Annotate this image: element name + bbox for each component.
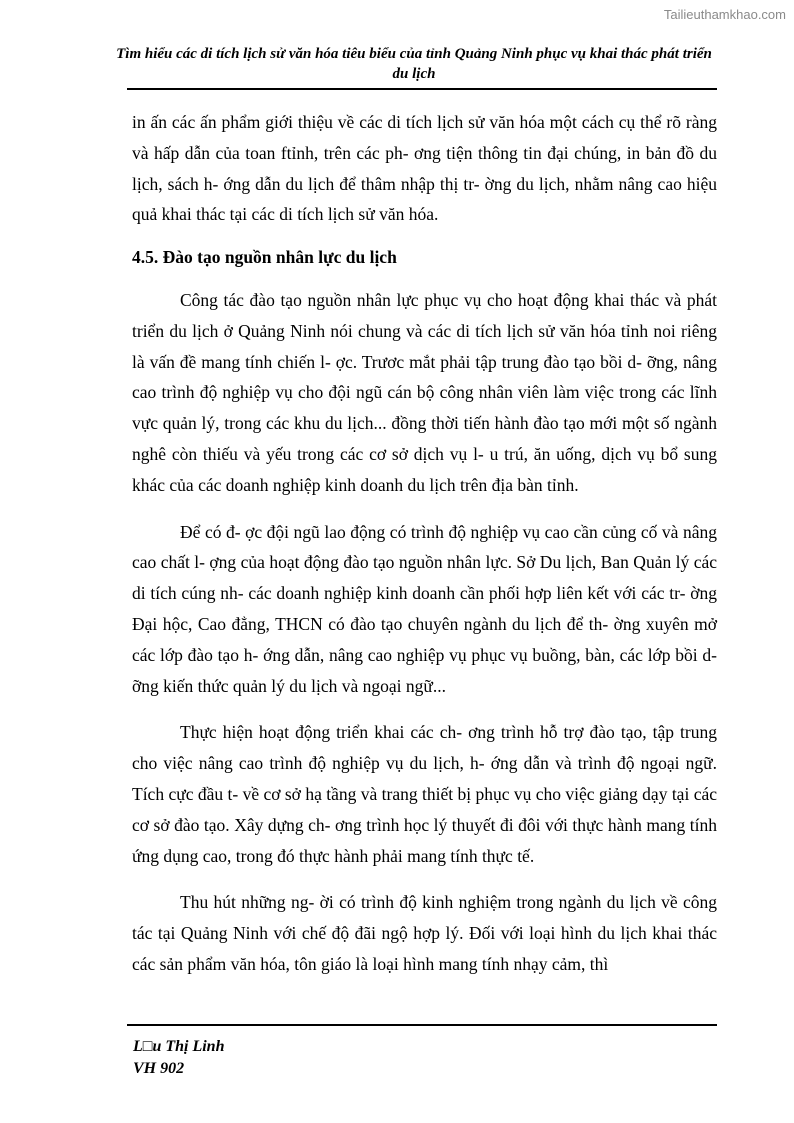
watermark-text: Tailieuthamkhao.com bbox=[663, 7, 786, 22]
footer bbox=[133, 1036, 224, 1080]
footer-divider bbox=[127, 1024, 717, 1026]
paragraph-4: Thu hút những ng- ời có trình độ kinh nghiệm trong ngành du lịch về công tác tại Quảng Ninh với chế độ đãi ngộ hợp lý. Đối với loại hình du lịch khai thác các sản phẩm văn hóa, tôn giáo là loại hình mang tính nhạy cảm, thì bbox=[132, 892, 717, 974]
running-header: Tìm hiểu các di tích lịch sử văn hóa tiêu biểu của tỉnh Quảng Ninh phục vụ khai thác phát triển du lịch bbox=[116, 46, 712, 82]
intro-paragraph: in ấn các ấn phẩm giới thiệu về các di tích lịch sử văn hóa một cách cụ thể rõ ràng và hấp dẫn của toan ftỉnh, trên các ph- ơng tiện thông tin đại chúng, in bản đồ du lịch, sách h- ớng dẫn du lịch để thâm nhập thị tr- ờng du lịch, nhằm nâng cao hiệu quả khai thác tại các di tích lịch sử văn hóa. bbox=[132, 112, 717, 225]
paragraph-1: Công tác đào tạo nguồn nhân lực phục vụ cho hoạt động khai thác và phát triển du lịch ở Quảng Ninh nói chung và các di tích lịch sử văn hóa tỉnh noi riêng là vấn đề mang tính chiến l- ợc. Trươc mắt phải tập trung đào tạo bồi d- ỡng, nâng cao trình độ nghiệp vụ cho đội ngũ cán bộ công nhân viên làm việc trong các lĩnh vực quản lý, trong các khu du lịch... đồng thời tiến hành đào tạo mới một số ngành nghê còn thiếu và yếu trong các cơ sở dịch vụ l- u trú, ăn uống, dịch vụ bổ sung khác của các doanh nghiệp kinh doanh du lịch trên địa bàn tỉnh. bbox=[132, 289, 717, 495]
footer-author: L□u Thị Linh bbox=[133, 1038, 225, 1055]
section-heading: 4.5. Đào tạo nguồn nhân lực du lịch bbox=[132, 247, 397, 268]
page-body bbox=[132, 107, 717, 996]
header-divider bbox=[127, 88, 717, 90]
paragraph-3: Thực hiện hoạt động triển khai các ch- ơng trình hỗ trợ đào tạo, tập trung cho việc nâng cao trình độ nghiệp vụ du lịch, h- ớng dẫn và trình độ ngoại ngữ. Tích cực đầu t- về cơ sở hạ tầng và trang thiết bị phục vụ cho việc giảng dạy tại các cơ sở đào tạo. Xây dựng ch- ơng trình học lý thuyết đi đôi với thực hành mang tính ứng dụng cao, trong đó thực hành phải mang tính thực tế. bbox=[132, 722, 717, 866]
paragraph-2: Để có đ- ợc đội ngũ lao động có trình độ nghiệp vụ cao cần củng cố và nâng cao chất l- ợng của hoạt động đào tạo nguồn nhân lực. Sở Du lịch, Ban Quản lý các di tích cúng nh- các doanh nghiệp kinh doanh cần phối hợp liên kết với các tr- ờng Đại hộc, Cao đẳng, THCN có đào tạo chuyên ngành du lịch để th- ờng xuyên mở các lớp đào tạo h- ớng dẫn, nâng cao nghiệp vụ phục vụ buồng, bàn, các lớp bồi d- ỡng kiến thức quản lý du lịch và ngoại ngữ... bbox=[132, 521, 717, 696]
footer-class-code: VH 902 bbox=[133, 1060, 185, 1077]
